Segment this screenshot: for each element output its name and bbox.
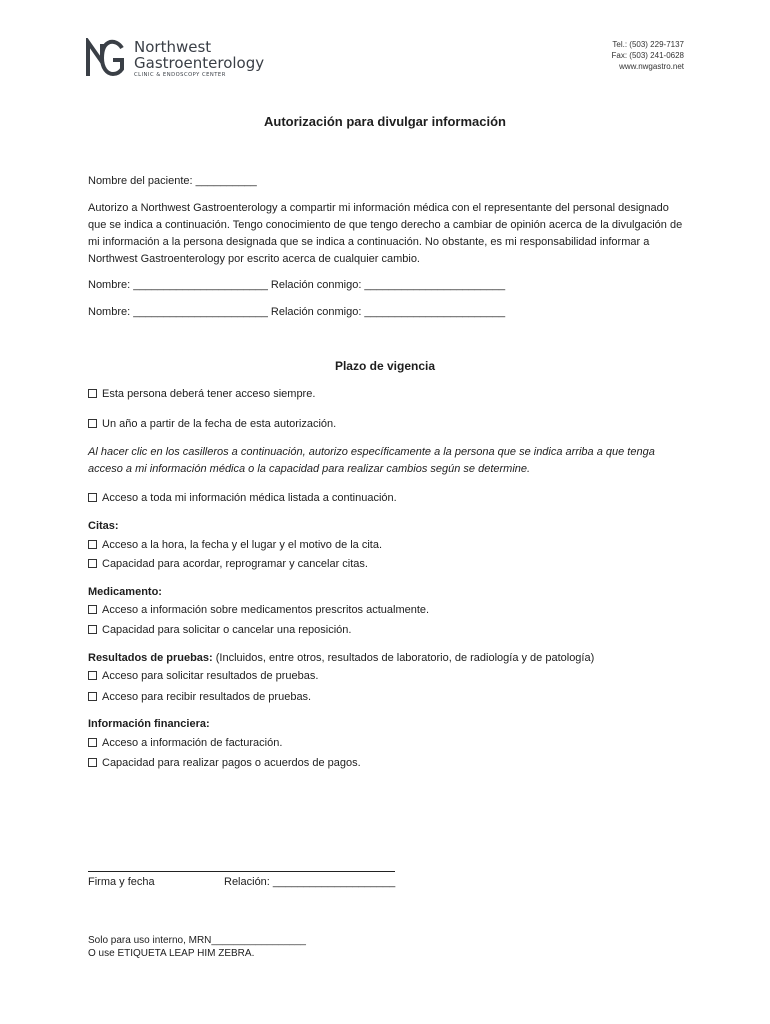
option-label: Acceso a información de facturación. [102, 737, 283, 749]
medicamento-option-1[interactable] [88, 602, 429, 619]
checkbox-icon[interactable] [88, 605, 97, 614]
financiera-heading: Información financiera: [88, 718, 210, 730]
financiera-option-2[interactable] [88, 755, 361, 772]
checkbox-icon[interactable] [88, 419, 97, 428]
duration-option-always[interactable] [88, 386, 315, 403]
representative-1-field[interactable]: Nombre: ______________________ Relación conmigo: _______________________ [88, 279, 506, 291]
logo-name-line1: Northwest [134, 38, 212, 56]
citas-option-1[interactable] [88, 537, 382, 554]
consent-note: Al hacer clic en los casilleros a continuación, autorizo específicamente a la persona que se indica arriba a que tenga acceso a mi información médica o la capacidad para realizar cambios según se determine. [88, 446, 655, 475]
signature-label: Firma y fecha [88, 876, 155, 888]
checkbox-icon[interactable] [88, 559, 97, 568]
checkbox-icon[interactable] [88, 389, 97, 398]
ng-logo-icon [86, 38, 126, 78]
relation-field[interactable]: Relación: ____________________ [224, 876, 396, 888]
contact-info [612, 39, 685, 72]
duration-heading: Plazo de vigencia [334, 359, 436, 373]
option-label: Capacidad para solicitar o cancelar una reposición. [102, 624, 352, 636]
medicamento-heading: Medicamento: [88, 586, 162, 598]
document-title: Autorización para divulgar información [264, 114, 506, 129]
resultados-option-2[interactable] [88, 689, 311, 706]
option-label: Acceso para recibir resultados de pruebas. [102, 691, 312, 703]
checkbox-icon[interactable] [88, 671, 97, 680]
patient-name-field[interactable]: Nombre del paciente: __________ [88, 175, 257, 187]
logo-name-line2: Gastroenterology [134, 54, 265, 72]
signature-line[interactable] [88, 871, 395, 872]
all-access-option[interactable] [88, 490, 397, 507]
phone-number: Tel.: (503) 229-7137 [612, 40, 684, 49]
citas-option-2[interactable] [88, 556, 368, 573]
checkbox-icon[interactable] [88, 692, 97, 701]
option-label: Acceso a toda mi información médica listada a continuación. [102, 492, 397, 504]
resultados-option-1[interactable] [88, 668, 318, 685]
checkbox-icon[interactable] [88, 540, 97, 549]
checkbox-icon[interactable] [88, 493, 97, 502]
resultados-note: (Incluidos, entre otros, resultados de laboratorio, de radiología y de patología) [212, 652, 595, 664]
authorization-paragraph: Autorizo a Northwest Gastroenterology a compartir mi información médica con el representante del personal designado que se indica a continuación. Tengo conocimiento de que tengo derecho a cambiar de opinión acerca de la divulgación de mi información a la persona designada que se indica a continuación. No obstante, es mi responsabilidad informar a Northwest Gastroenterology por escrito acerca de cualquier cambio. [88, 202, 683, 265]
option-label: Capacidad para realizar pagos o acuerdos de pagos. [102, 757, 361, 769]
financiera-option-1[interactable] [88, 735, 282, 752]
clinic-logo [86, 38, 276, 82]
resultados-heading-line [88, 650, 594, 667]
website-link[interactable]: www.nwgastro.net [619, 62, 684, 71]
label-instruction: O use ETIQUETA LEAP HIM ZEBRA. [88, 948, 255, 959]
logo-subtitle: CLINIC & ENDOSCOPY CENTER [134, 72, 226, 78]
checkbox-icon[interactable] [88, 738, 97, 747]
checkbox-icon[interactable] [88, 625, 97, 634]
option-label: Capacidad para acordar, reprogramar y cancelar citas. [102, 558, 368, 570]
option-label: Un año a partir de la fecha de esta autorización. [102, 418, 337, 430]
internal-use-mrn: Solo para uso interno, MRN_________________ [88, 935, 306, 946]
option-label: Acceso para solicitar resultados de pruebas. [102, 670, 319, 682]
resultados-heading: Resultados de pruebas: [88, 652, 213, 664]
option-label: Esta persona deberá tener acceso siempre. [102, 388, 316, 400]
citas-heading: Citas: [88, 520, 119, 532]
option-label: Acceso a la hora, la fecha y el lugar y el motivo de la cita. [102, 539, 383, 551]
medicamento-option-2[interactable] [88, 622, 351, 639]
option-label: Acceso a información sobre medicamentos prescritos actualmente. [102, 604, 430, 616]
representative-2-field[interactable]: Nombre: ______________________ Relación conmigo: _______________________ [88, 306, 506, 318]
fax-number: Fax: (503) 241-0628 [611, 51, 684, 60]
duration-option-one-year[interactable] [88, 416, 336, 433]
checkbox-icon[interactable] [88, 758, 97, 767]
